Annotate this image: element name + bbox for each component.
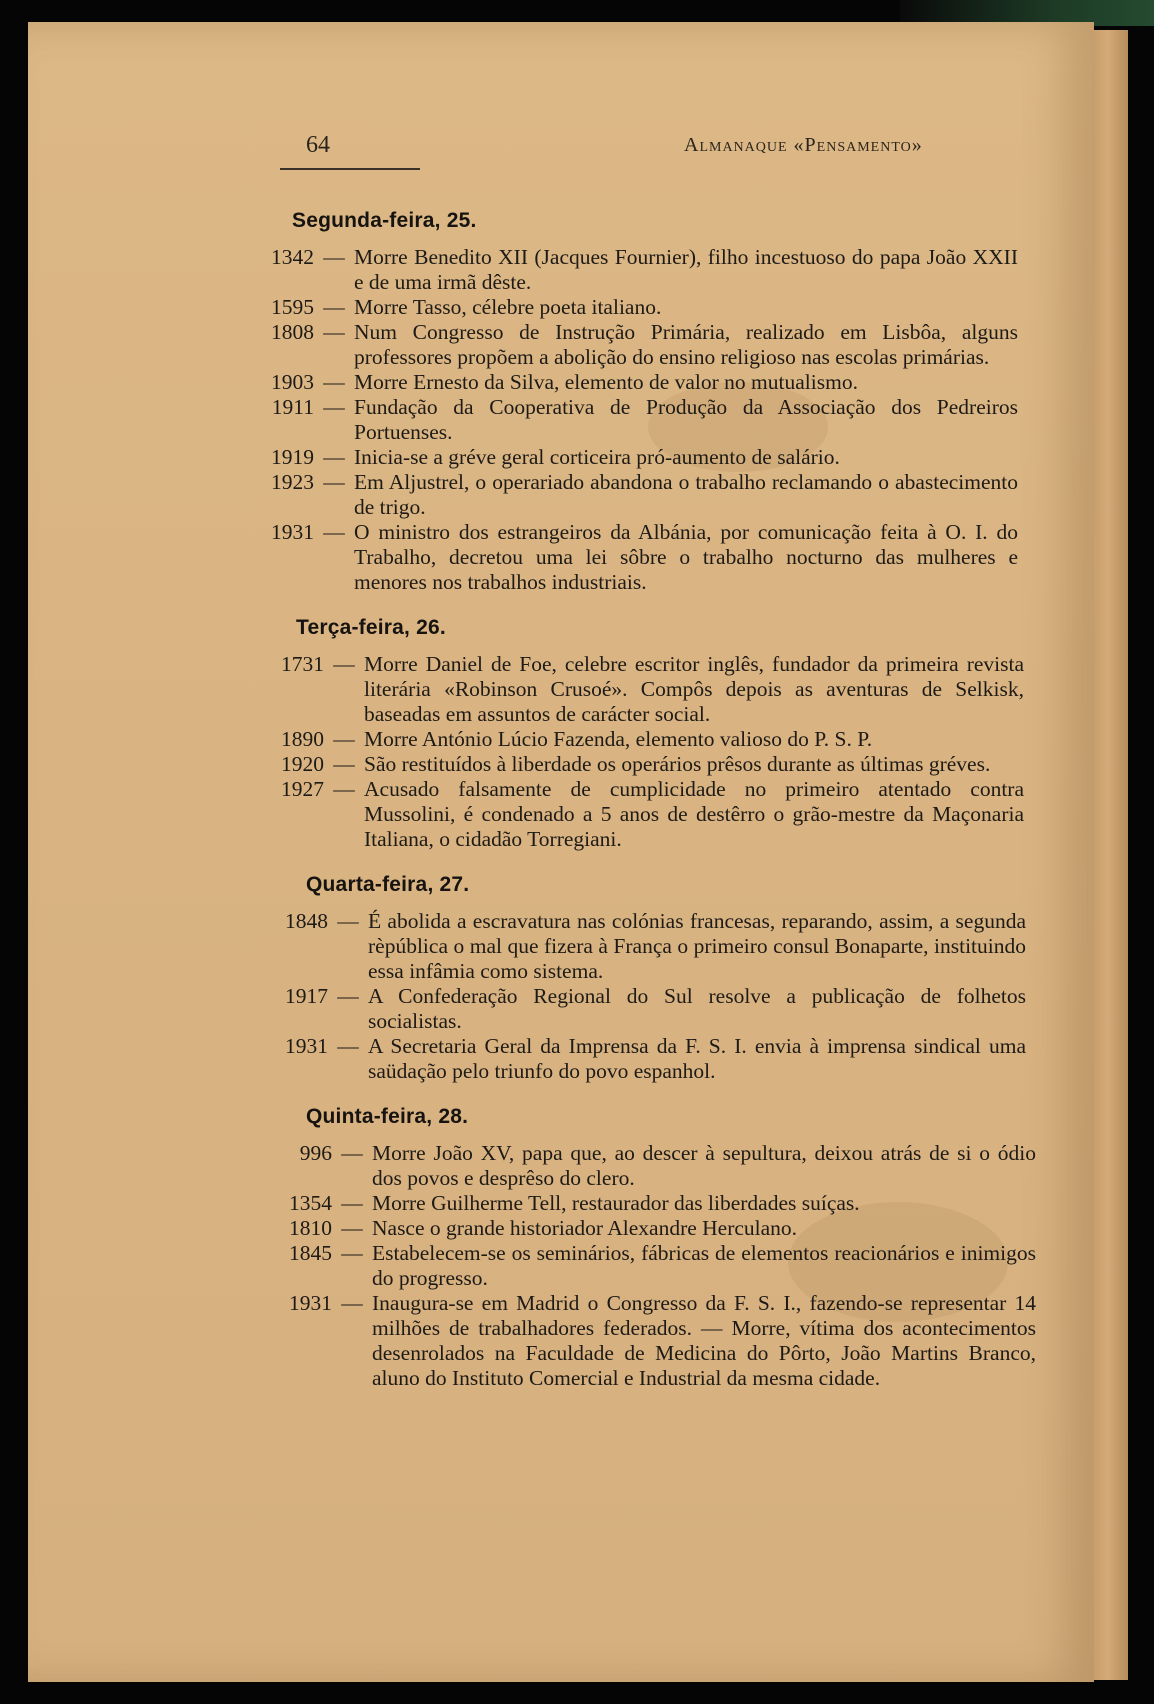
- entry-text: Morre João XV, papa que, ao descer à sepultura, deixou atrás de si o ódio dos povos e desprêso do clero.: [372, 1141, 1036, 1190]
- entry-year: 1354: [289, 1191, 332, 1215]
- header-rule: [280, 168, 420, 170]
- entry-text: Inaugura-se em Madrid o Congresso da F. S. I., fazendo-se representar 14 milhões de trabalhadores federados. — Morre, vítima dos acontecimentos desenrolados na Faculdade de Medicina do Pôrto, João Martins Branco, aluno do Instituto Comercial e Industrial da mesma cidade.: [372, 1291, 1036, 1390]
- entry-dash: —: [323, 520, 345, 544]
- entry-dash: —: [333, 652, 355, 676]
- page-content: [28, 208, 1094, 1411]
- entry: [280, 1241, 1036, 1291]
- entry-year: 1917: [285, 984, 328, 1008]
- day-heading: Quarta-feira, 27.: [306, 873, 470, 896]
- running-title: Almanaque «Pensamento»: [684, 134, 923, 156]
- entry-text: Nasce o grande historiador Alexandre Herculano.: [372, 1216, 798, 1240]
- entry-dash: —: [323, 370, 345, 394]
- entry-year: 1731: [281, 652, 324, 676]
- entry: [262, 295, 1018, 320]
- entry-year: 1931: [285, 1034, 328, 1058]
- entry-text: Estabelecem-se os seminários, fábricas de elementos reacionários e inimigos do progresso.: [372, 1241, 1036, 1290]
- entry-year: 1595: [271, 295, 314, 319]
- entry-text: É abolida a escravatura nas colónias francesas, reparando, assim, a segunda rèpública o mal que fizera à França o primeiro consul Bonaparte, instituindo essa infâmia como sistema.: [368, 909, 1026, 983]
- book-page: [28, 22, 1094, 1682]
- day-heading: Segunda-feira, 25.: [292, 209, 477, 232]
- entry-dash: —: [323, 320, 345, 344]
- entry: [272, 752, 1024, 777]
- entry-year: 996: [299, 1141, 332, 1165]
- entry-year: 1845: [289, 1241, 332, 1265]
- entry: [276, 909, 1026, 984]
- day-section-monday: [262, 208, 1018, 595]
- entry-dash: —: [333, 777, 355, 801]
- entry: [276, 984, 1026, 1034]
- page-edge: [1094, 30, 1128, 1680]
- entry-year: 1911: [271, 395, 314, 419]
- entry: [262, 370, 1018, 395]
- entry-dash: —: [333, 752, 355, 776]
- entry-year: 1848: [285, 909, 328, 933]
- entry-year: 1903: [271, 370, 314, 394]
- day-section-thursday: [280, 1104, 1036, 1391]
- entry-year: 1931: [289, 1291, 332, 1315]
- entry-text: Inicia-se a gréve geral corticeira pró-aumento de salário.: [354, 445, 840, 469]
- entry-text: O ministro dos estrangeiros da Albánia, por comunicação feita à O. I. do Trabalho, decretou uma lei sôbre o trabalho nocturno das mulheres e menores nos trabalhos industriais.: [354, 520, 1018, 594]
- entry: [280, 1141, 1036, 1191]
- entry: [280, 1291, 1036, 1391]
- entry-year: 1931: [271, 520, 314, 544]
- entry-text: São restituídos à liberdade os operários prêsos durante as últimas gréves.: [364, 752, 991, 776]
- entry: [262, 470, 1018, 520]
- entry-dash: —: [323, 395, 345, 419]
- entry-text: Acusado falsamente de cumplicidade no primeiro atentado contra Mussolini, é condenado a 5 anos de destêrro o grão-mestre da Maçonaria Italiana, o cidadão Torregiani.: [364, 777, 1024, 851]
- entry-text: Morre Ernesto da Silva, elemento de valor no mutualismo.: [354, 370, 858, 394]
- day-section-wednesday: [276, 872, 1026, 1084]
- entry-dash: —: [333, 727, 355, 751]
- entry-dash: —: [323, 245, 345, 269]
- entry-dash: —: [323, 295, 345, 319]
- entry-dash: —: [341, 1216, 363, 1240]
- entry-text: Em Aljustrel, o operariado abandona o trabalho reclamando o abastecimento de trigo.: [354, 470, 1018, 519]
- entry-dash: —: [341, 1191, 363, 1215]
- entry-dash: —: [337, 984, 359, 1008]
- entry-year: 1927: [281, 777, 324, 801]
- entry-dash: —: [341, 1241, 363, 1265]
- entry-text: Morre Guilherme Tell, restaurador das liberdades suíças.: [372, 1191, 860, 1215]
- day-heading: Quinta-feira, 28.: [306, 1105, 469, 1128]
- entry: [272, 652, 1024, 727]
- entry-year: 1919: [271, 445, 314, 469]
- entry-year: 1890: [281, 727, 324, 751]
- entry: [280, 1191, 1036, 1216]
- entry-dash: —: [323, 470, 345, 494]
- entry: [262, 395, 1018, 445]
- entry-year: 1342: [271, 245, 314, 269]
- entry-text: Fundação da Cooperativa de Produção da Associação dos Pedreiros Portuenses.: [354, 395, 1018, 444]
- entry: [280, 1216, 1036, 1241]
- entry-text: A Confederação Regional do Sul resolve a publicação de folhetos socialistas.: [368, 984, 1026, 1033]
- entry-dash: —: [341, 1291, 363, 1315]
- day-section-tuesday: [272, 615, 1024, 852]
- entry-dash: —: [341, 1141, 363, 1165]
- entry: [276, 1034, 1026, 1084]
- entry-text: Morre Daniel de Foe, celebre escritor inglês, fundador da primeira revista literária «Robinson Crusoé». Compôs depois as aventuras de Selkisk, baseadas em assuntos de carácter social.: [364, 652, 1024, 726]
- day-heading: Terça-feira, 26.: [296, 616, 446, 639]
- entry-text: A Secretaria Geral da Imprensa da F. S. I. envia à imprensa sindical uma saüdação pelo triunfo do povo espanhol.: [368, 1034, 1026, 1083]
- entry: [262, 445, 1018, 470]
- entry-year: 1808: [271, 320, 314, 344]
- page-number: 64: [306, 132, 330, 158]
- entry: [272, 727, 1024, 752]
- entry-text: Morre António Lúcio Fazenda, elemento valioso do P. S. P.: [364, 727, 873, 751]
- entry: [262, 245, 1018, 295]
- entry-year: 1810: [289, 1216, 332, 1240]
- entry: [262, 520, 1018, 595]
- entry-dash: —: [337, 909, 359, 933]
- entry: [272, 777, 1024, 852]
- entry-text: Num Congresso de Instrução Primária, realizado em Lisbôa, alguns professores propõem a abolição do ensino religioso nas escolas primárias.: [354, 320, 1018, 369]
- entry-dash: —: [337, 1034, 359, 1058]
- entry-text: Morre Tasso, célebre poeta italiano.: [354, 295, 662, 319]
- page-header: [28, 132, 1094, 172]
- entry-dash: —: [323, 445, 345, 469]
- entry: [262, 320, 1018, 370]
- entry-year: 1920: [281, 752, 324, 776]
- entry-year: 1923: [271, 470, 314, 494]
- entry-text: Morre Benedito XII (Jacques Fournier), filho incestuoso do papa João XXII e de uma irmã dêste.: [354, 245, 1018, 294]
